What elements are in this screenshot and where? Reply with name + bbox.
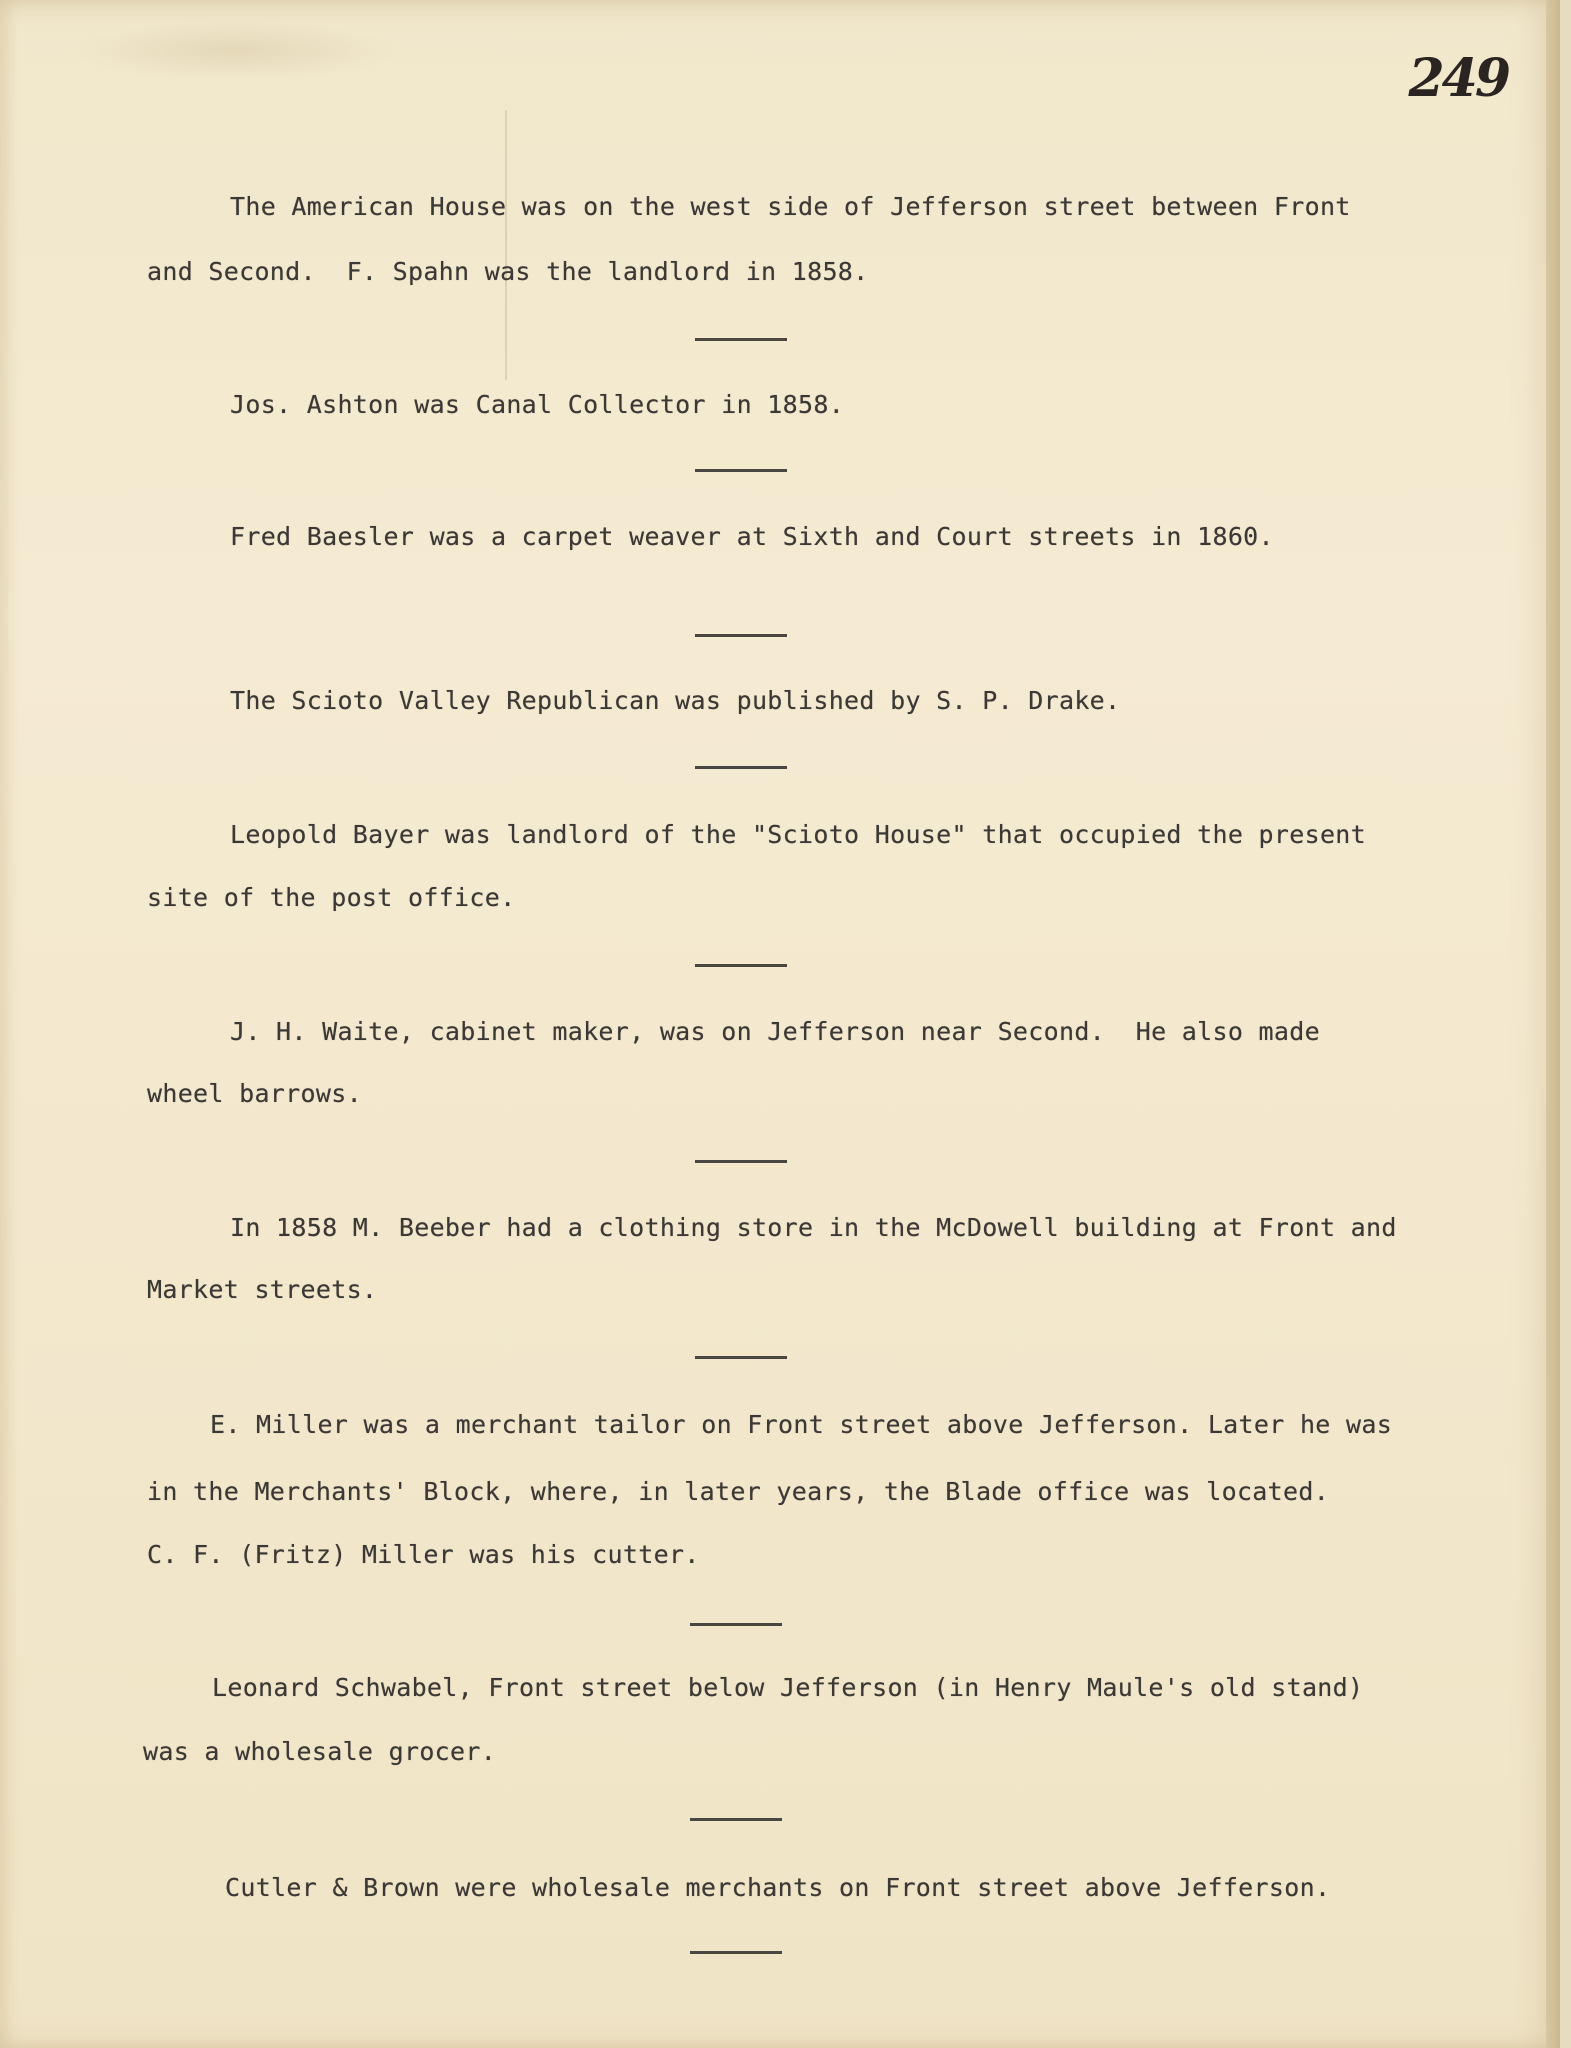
separator-10	[690, 1951, 782, 1954]
entry-1-line-2: and Second. F. Spahn was the landlord in 1858.	[147, 257, 869, 286]
entry-2-line-1: Jos. Ashton was Canal Collector in 1858.	[230, 390, 845, 419]
separator-7	[695, 1356, 787, 1359]
entry-8-line-3: C. F. (Fritz) Miller was his cutter.	[147, 1540, 700, 1569]
entry-7-line-2: Market streets.	[147, 1275, 378, 1304]
separator-1	[695, 338, 787, 341]
separator-4	[695, 766, 787, 769]
entry-3-line-1: Fred Baesler was a carpet weaver at Sixth and Court streets in 1860.	[230, 522, 1274, 551]
entry-10-line-1: Cutler & Brown were wholesale merchants on Front street above Jefferson.	[225, 1873, 1331, 1902]
separator-9	[690, 1818, 782, 1821]
separator-3	[695, 634, 787, 637]
paper-fold	[505, 110, 507, 380]
entry-5-line-1: Leopold Bayer was landlord of the "Scioto House" that occupied the present	[230, 820, 1366, 849]
separator-8	[690, 1623, 782, 1626]
entry-1-line-1: The American House was on the west side of Jefferson street between Front	[230, 192, 1351, 221]
entry-9-line-2: was a wholesale grocer.	[143, 1737, 497, 1766]
entry-8-line-1: E. Miller was a merchant tailor on Front street above Jefferson. Later he was	[210, 1410, 1393, 1439]
handwritten-page-number: 249	[1408, 48, 1508, 109]
separator-2	[695, 469, 787, 472]
separator-5	[695, 964, 787, 967]
entry-4-line-1: The Scioto Valley Republican was published by S. P. Drake.	[230, 686, 1121, 715]
separator-6	[695, 1160, 787, 1163]
entry-6-line-2: wheel barrows.	[147, 1079, 362, 1108]
entry-5-line-2: site of the post office.	[147, 883, 516, 912]
entry-8-line-2: in the Merchants' Block, where, in later years, the Blade office was located.	[147, 1477, 1330, 1506]
entry-9-line-1: Leonard Schwabel, Front street below Jefferson (in Henry Maule's old stand)	[212, 1673, 1364, 1702]
entry-6-line-1: J. H. Waite, cabinet maker, was on Jefferson near Second. He also made	[230, 1017, 1320, 1046]
paper-stain	[70, 20, 400, 80]
page-edge	[1546, 0, 1560, 2048]
entry-7-line-1: In 1858 M. Beeber had a clothing store in the McDowell building at Front and	[230, 1213, 1397, 1242]
